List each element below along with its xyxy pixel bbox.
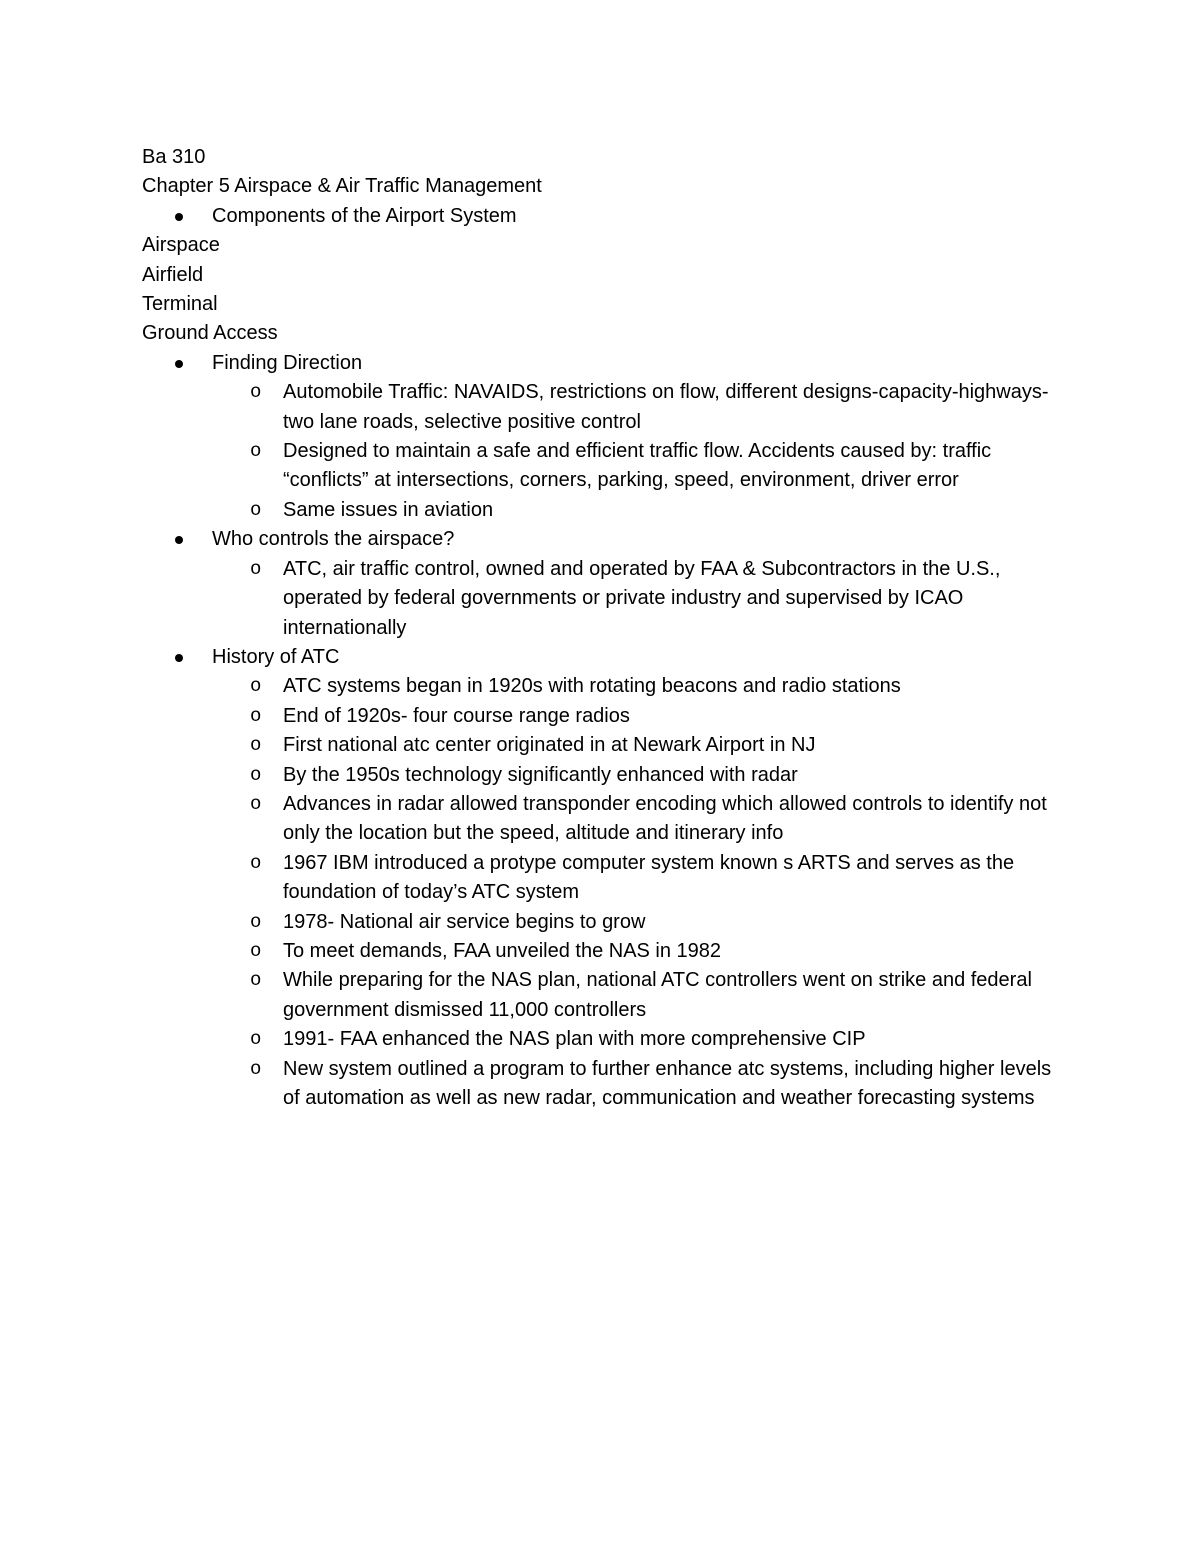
sub-bullet-text: To meet demands, FAA unveiled the NAS in 1982	[283, 939, 722, 962]
sub-bullet-text: By the 1950s technology significantly enhanced with radar	[283, 763, 798, 786]
bullet-dot-icon	[175, 360, 183, 368]
circle-bullet-icon: o	[250, 910, 262, 933]
component-airfield: Airfield	[142, 263, 204, 286]
document-body	[142, 143, 1072, 1113]
circle-bullet-icon: o	[250, 557, 262, 580]
sub-bullet-text: Designed to maintain a safe and efficient traffic flow. Accidents caused by: traffic “conflicts” at intersections, corners, parking, speed, environment, driver error	[283, 440, 992, 492]
sub-bullet-item	[142, 496, 1072, 525]
circle-bullet-icon: o	[250, 440, 262, 463]
circle-bullet-icon: o	[250, 763, 262, 786]
bullet-dot-icon	[175, 536, 183, 544]
bullet-item	[142, 349, 1072, 378]
sub-bullet-text: First national atc center originated in at Newark Airport in NJ	[283, 734, 816, 757]
circle-bullet-icon: o	[250, 498, 262, 521]
sub-bullet-text: ATC systems began in 1920s with rotating beacons and radio stations	[283, 675, 901, 698]
sub-bullet-item	[142, 555, 1072, 643]
sub-bullet-text: 1978- National air service begins to grow	[283, 910, 646, 933]
circle-bullet-icon: o	[250, 969, 262, 992]
sub-bullet-item	[142, 966, 1072, 1025]
circle-bullet-icon: o	[250, 792, 262, 815]
sub-bullet-item	[142, 937, 1072, 966]
sub-bullet-item	[142, 761, 1072, 790]
sub-bullet-item	[142, 1025, 1072, 1054]
component-terminal: Terminal	[142, 293, 218, 316]
bullet-dot-icon	[175, 213, 183, 221]
circle-bullet-icon: o	[250, 675, 262, 698]
circle-bullet-icon: o	[250, 381, 262, 404]
history-heading: History of ATC	[212, 645, 340, 668]
sub-bullet-item	[142, 1055, 1072, 1114]
sub-bullet-item	[142, 437, 1072, 496]
sub-bullet-item	[142, 908, 1072, 937]
sub-bullet-text: End of 1920s- four course range radios	[283, 704, 630, 727]
finding-direction-heading: Finding Direction	[212, 351, 363, 374]
bullet-item	[142, 202, 1072, 231]
sub-bullet-text: 1991- FAA enhanced the NAS plan with more comprehensive CIP	[283, 1028, 866, 1051]
components-heading: Components of the Airport System	[212, 204, 517, 227]
circle-bullet-icon: o	[250, 734, 262, 757]
sub-bullet-text: While preparing for the NAS plan, national ATC controllers went on strike and federal government dismissed 11,000 controllers	[283, 969, 1032, 1021]
circle-bullet-icon: o	[250, 1057, 262, 1080]
sub-bullet-text: Same issues in aviation	[283, 498, 494, 521]
course-title: Ba 310	[142, 146, 206, 168]
circle-bullet-icon: o	[250, 851, 262, 874]
component-airspace: Airspace	[142, 234, 220, 257]
sub-bullet-text: ATC, air traffic control, owned and operated by FAA & Subcontractors in the U.S., operated by federal governments or private industry and supervised by ICAO internationally	[283, 557, 1001, 639]
who-controls-heading: Who controls the airspace?	[212, 528, 455, 551]
circle-bullet-icon: o	[250, 1028, 262, 1051]
sub-bullet-item	[142, 672, 1072, 701]
sub-bullet-text: Automobile Traffic: NAVAIDS, restrictions on flow, different designs-capacity-highways-two lane roads, selective positive control	[283, 381, 1049, 433]
circle-bullet-icon: o	[250, 704, 262, 727]
sub-bullet-item	[142, 790, 1072, 849]
chapter-title: Chapter 5 Airspace & Air Traffic Management	[142, 175, 542, 198]
sub-bullet-item	[142, 702, 1072, 731]
circle-bullet-icon: o	[250, 939, 262, 962]
component-ground-access: Ground Access	[142, 322, 278, 345]
bullet-item	[142, 643, 1072, 672]
bullet-dot-icon	[175, 654, 183, 662]
sub-bullet-item	[142, 378, 1072, 437]
sub-bullet-text: Advances in radar allowed transponder encoding which allowed controls to identify not only the location but the speed, altitude and itinerary info	[283, 792, 1047, 845]
sub-bullet-text: New system outlined a program to further enhance atc systems, including higher levels of automation as well as new radar, communication and weather forecasting systems	[283, 1057, 1052, 1109]
sub-bullet-item	[142, 731, 1072, 760]
sub-bullet-item	[142, 849, 1072, 908]
bullet-item	[142, 525, 1072, 554]
sub-bullet-text: 1967 IBM introduced a protype computer system known s ARTS and serves as the foundation of today’s ATC system	[283, 851, 1015, 904]
